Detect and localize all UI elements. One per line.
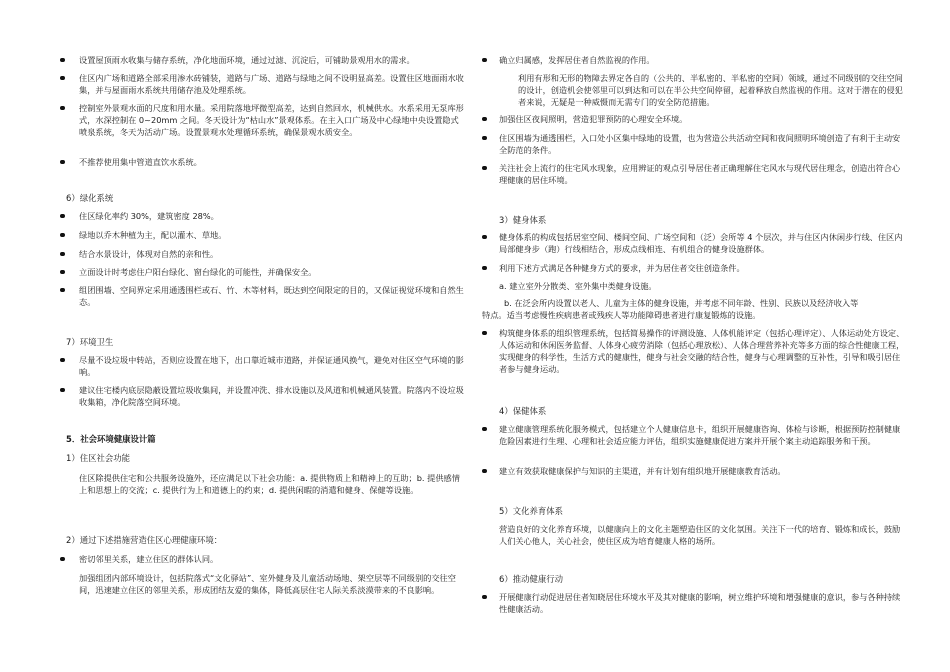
bullet-icon xyxy=(60,288,65,293)
list-item-text: 确立归属感，发挥居住者自然监视的作用。 xyxy=(499,55,655,65)
section-heading-psychological: 2）通过下述措施营造住区心理健康环境： xyxy=(66,535,223,545)
list-item-text: 住区围墙为通透围栏，入口处小区集中绿地的设置，也为营造公共活动空间和夜间照明环境创造了有利于主动安全防范的条件。 xyxy=(499,133,901,155)
section-heading-health-action: 6）推动健康行动 xyxy=(499,574,563,584)
bullet-icon xyxy=(482,427,487,432)
paragraph: 利用有形和无形的物障去界定各自的（公共的、半私密的、半私密的空间）领域，通过不同级别的交往空间的设计，创造机会使邻里可以到达和可以在半公共空间停留，起着释放自然监视的作用。这对于潜在的侵犯者来说，无疑是一种威慑而无需专门的安全防范措施。 xyxy=(518,73,903,107)
list-item-text: 健身体系的构成包括居室空间、楼间空间、广场空间和（泛）会所等 4 个层次，并与住区内休闲步行线、住区内局部健身步（跑）行线相结合，形成点线相连、有机组合的健身设施群体。 xyxy=(499,232,903,254)
bullet-icon xyxy=(482,58,487,63)
bullet-icon xyxy=(60,214,65,219)
list-item-text: 尽量不设垃圾中转站，否则应设置在地下，出口靠近城市道路，并保证通风换气，避免对住区空气环境的影响。 xyxy=(79,355,464,377)
bullet-icon xyxy=(60,270,65,275)
paragraph: 住区除提供住宅和公共服务设施外，还应满足以下社会功能：a. 提供物质上和精神上的互助；b. 提供感情上和思想上的交流；c. 提供行为上和道德上的约束；d. 提供闲暇的消遣和健身、保健等设施。 xyxy=(79,473,460,495)
bullet-icon xyxy=(60,233,65,238)
bullet-icon xyxy=(60,160,65,165)
section-heading-fitness: 3）健身体系 xyxy=(499,215,547,225)
list-item-text: 建立健康管理系统化服务模式，包括建立个人健康信息卡，组织开展健康咨询、体检与诊断，根据预防控制健康危险因素进行生理、心理和社会适应能力评估，组织实施健康促进方案并开展个案主动追踪服务和干预。 xyxy=(499,424,901,446)
paragraph: 加强组团内部环境设计，包括院落式“文化驿站”、室外健身及儿童活动场地、架空层等不同级别的交往空间，迅速建立住区的邻里关系，形成团结友爱的集体，降低高层住宅人际关系淡漠带来的不良影响。 xyxy=(79,573,456,595)
list-item-text: 住区内广场和道路全部采用渗水砖铺装，道路与广场、道路与绿地之间不设明显高差。设置住区地面雨水收集，并与屋面雨水系统共用储存池及处理系统。 xyxy=(79,73,464,95)
section-heading-greening: 6）绿化系统 xyxy=(66,193,114,203)
chapter-heading: 5．社会环境健康设计篇 xyxy=(66,434,156,444)
bullet-icon xyxy=(482,117,487,122)
bullet-icon xyxy=(60,106,65,111)
section-heading-culture: 5）文化养育体系 xyxy=(499,506,563,516)
list-item-text: 住区绿化率约 30%，建筑密度 28%。 xyxy=(79,211,219,221)
list-item-text: 绿地以乔木种植为主，配以灌木、草地。 xyxy=(79,230,227,240)
bullet-icon xyxy=(482,166,487,171)
list-item-text: 设置屋顶雨水收集与储存系统，净化地面环境，通过过滤、沉淀后，可铺助景观用水的需求。 xyxy=(79,55,415,65)
list-item-text: 结合水景设计，体现对自然的亲和性。 xyxy=(79,249,219,259)
section-heading-sanitation: 7）环境卫生 xyxy=(66,337,114,347)
list-item-text: 开展健康行动促进居住者知晓居住环境水平及其对健康的影响，树立维护环境和增强健康的意识，参与各种持续性健康活动。 xyxy=(499,592,901,614)
bullet-icon xyxy=(60,557,65,562)
section-heading-health-care: 4）保健体系 xyxy=(499,406,547,416)
bullet-icon xyxy=(60,58,65,63)
bullet-icon xyxy=(482,235,487,240)
list-item-text: 建议住宅楼内底层隐蔽设置垃圾收集间，并设置冲洗、排水设施以及风道和机械通风装置。院落内不设垃圾收集箱，净化院落空间环境。 xyxy=(79,385,464,407)
paragraph: 营造良好的文化养育环境，以健康向上的文化主题塑造住区的文化氛围。关注下一代的培育、锻炼和成长，鼓励人们关心他人，关心社会，使住区成为培育健康人格的场所。 xyxy=(499,524,901,546)
list-item-text: 利用下述方式满足各种健身方式的要求，并为居住者交往创造条件。 xyxy=(499,263,745,273)
section-heading-social-function: 1）住区社会功能 xyxy=(66,453,130,463)
bullet-icon xyxy=(60,388,65,393)
bullet-icon xyxy=(482,136,487,141)
bullet-icon xyxy=(60,252,65,257)
list-item-text: 密切邻里关系，建立住区的群体认同。 xyxy=(79,554,219,564)
list-item-text: 构筑健身体系的组织管理系统，包括简易操作的评测设施、人体机能评定（包括心理评定）、人体运动处方设定、人体运动和休闲医务监督、人体身心疲劳消除（包括心理放松）、人体合理营养补充等多方面的综合性健康工程，实现健身的科学性，生活方式的健康性，健身与社会交融的结合性，健身与心理调整的互补性，引导和吸引居住者参与健身运动。 xyxy=(499,328,905,374)
paragraph-line: 特点。适当考虑慢性疾病患者或残疾人等功能障碍患者进行康复锻炼的设施。 xyxy=(482,310,761,320)
list-item-text: 立面设计时考虑住户阳台绿化、窗台绿化的可能性，并确保安全。 xyxy=(79,267,317,277)
bullet-icon xyxy=(482,331,487,336)
bullet-icon xyxy=(60,358,65,363)
list-item-text: 组团围墙、空间界定采用通透围栏或石、竹、木等材料，既达到空间限定的目的，又保证视觉环境和自然生态。 xyxy=(79,285,464,307)
list-item-text: 建立有效获取健康保护与知识的主渠道，并有计划有组织地开展健康教育活动。 xyxy=(499,466,786,476)
list-item-text: 控制室外景观水面的尺度和用水量。采用院落地坪微型高差，达到自然回水，机械供水。水系采用无泵库形式，水深控制在 0~20mm 之间。冬天设计为“枯山水”景观体系。在主入口广场及中心绿地中央设置隐式喷泉系统，冬天为活动广场。设置景观水处理循环系统，确保景观水质安全。 xyxy=(79,103,464,137)
paragraph-line: b. 在泛会所内设置以老人、儿童为主体的健身设施，并考虑不同年龄、性别、民族以及经济收入等 xyxy=(504,298,859,308)
list-item-text: 关注社会上流行的住宅风水现象，应用辨证的观点引导居住者正确理解住宅风水与现代居住理念，创造出符合心理健康的居住环境。 xyxy=(499,163,901,185)
bullet-icon xyxy=(482,469,487,474)
bullet-icon xyxy=(482,266,487,271)
list-item-text: 加强住区夜间照明，营造犯罪预防的心理安全环境。 xyxy=(499,114,688,124)
paragraph: a. 建立室外分散类、室外集中类健身设施。 xyxy=(499,281,657,291)
list-item-text: 不推荐使用集中管道直饮水系统。 xyxy=(79,157,202,167)
bullet-icon xyxy=(482,595,487,600)
bullet-icon xyxy=(60,76,65,81)
